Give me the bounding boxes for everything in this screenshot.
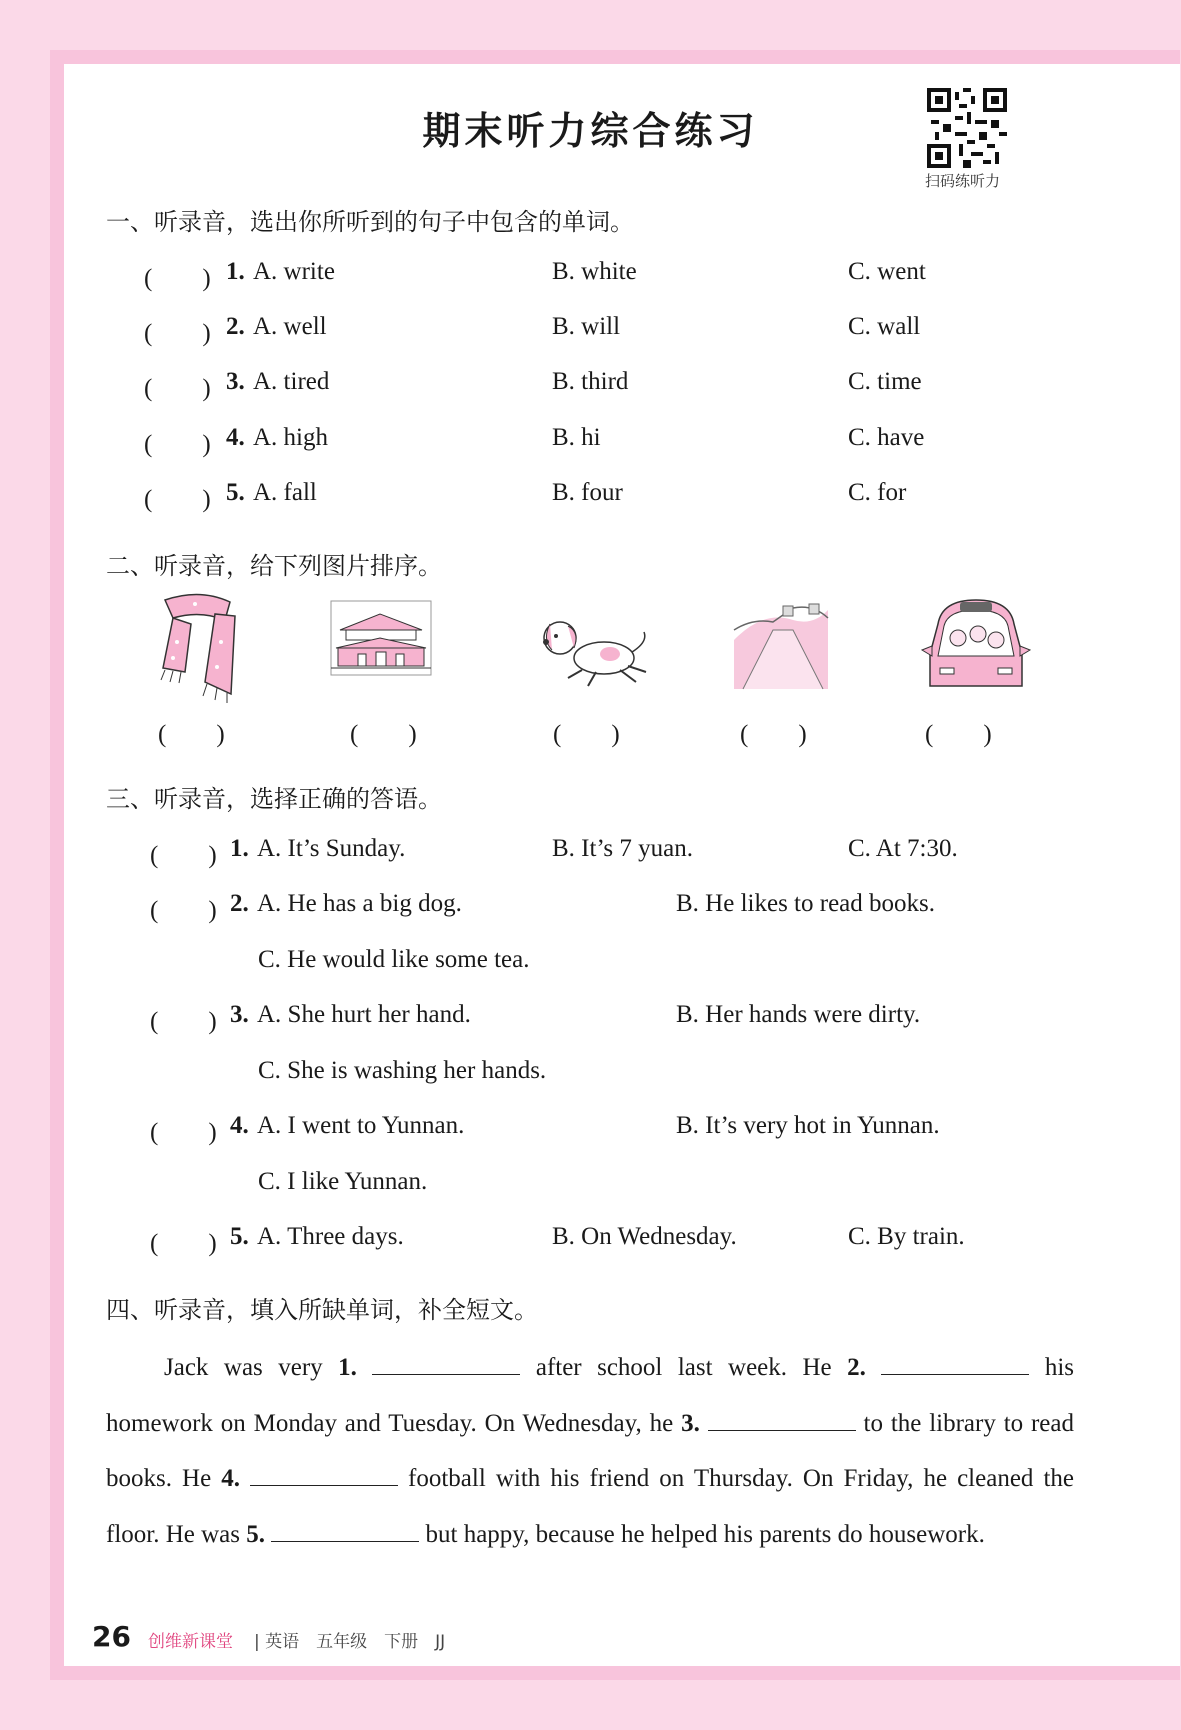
section3-heading: 三、听录音，选择正确的答语。 [106,785,442,813]
option-a: A. He has a big dog. [257,890,462,917]
answer-blank[interactable]: ( ) [150,842,217,869]
item-number: 5. [226,479,245,506]
passage-text: football with his friend on Thursday. On Friday, he cleaned the floor. He was [106,1465,1074,1548]
section4-heading: 四、听录音，填入所缺单词，补全短文。 [106,1296,538,1324]
blank-number: 1. [338,1354,357,1381]
fill-blank[interactable] [372,1352,520,1375]
item-number: 3. [230,1001,249,1028]
option-a: A. write [253,258,335,285]
qr-caption: 扫码练听力 [925,172,1001,190]
item-number: 4. [226,424,245,451]
option-a: A. well [253,313,327,340]
answer-blank[interactable]: ( ) [150,1119,217,1146]
option-a: A. fall [253,479,317,506]
option-b: B. It’s very hot in Yunnan. [676,1112,940,1139]
order-blank[interactable]: ( ) [925,721,992,748]
passage-text: to the library to read books. He [106,1409,1075,1492]
blank-number: 3. [681,1409,700,1437]
item-number: 2. [226,313,245,340]
section1-heading: 一、听录音，选出你所听到的句子中包含的单词。 [106,208,634,236]
answer-blank[interactable]: ( ) [144,486,211,513]
book-info: | 英语 五年级 下册 JJ [254,1632,446,1652]
option-c: C. have [848,424,925,451]
fill-blank[interactable] [708,1408,856,1431]
order-blank[interactable]: ( ) [350,721,417,748]
family-car-picture [918,594,1034,690]
answer-blank[interactable]: ( ) [150,897,217,924]
option-c: C. I like Yunnan. [258,1168,428,1195]
answer-blank[interactable]: ( ) [150,1008,217,1035]
page-number: 26 [92,1620,131,1653]
order-blank[interactable]: ( ) [740,721,807,748]
qr-code-icon [927,88,1007,168]
dog-picture [532,612,652,692]
option-b: B. four [552,479,623,506]
page-title: 期末听力综合练习 [422,109,759,153]
passage-text: Jack was very [164,1354,339,1381]
brand-name: 创维新课堂 [148,1632,233,1652]
option-a: A. high [253,424,328,451]
item-number: 2. [230,890,249,917]
section2-heading: 二、听录音，给下列图片排序。 [106,552,442,580]
option-b: B. white [552,258,637,285]
option-a: A. It’s Sunday. [257,835,406,862]
option-a: A. I went to Yunnan. [257,1112,465,1139]
palace-picture [330,600,432,676]
option-b: B. It’s 7 yuan. [552,835,693,862]
answer-blank[interactable]: ( ) [144,265,211,292]
answer-blank[interactable]: ( ) [144,375,211,402]
answer-blank[interactable]: ( ) [144,320,211,347]
option-b: B. Her hands were dirty. [676,1001,921,1028]
blank-number: 5. [246,1520,265,1548]
scarf-picture [155,592,247,704]
answer-blank[interactable]: ( ) [144,431,211,458]
option-c: C. She is washing her hands. [258,1057,547,1084]
cloze-passage [106,1340,1074,1562]
item-number: 5. [230,1223,249,1250]
option-b: B. hi [552,424,601,451]
option-b: B. third [552,368,629,395]
option-c: C. He would like some tea. [258,946,530,973]
option-b: B. will [552,313,621,340]
option-c: C. went [848,258,926,285]
item-number: 1. [226,258,245,285]
blank-number: 4. [221,1465,240,1492]
option-c: C. time [848,368,922,395]
option-b: B. He likes to read books. [676,890,935,917]
item-number: 3. [226,368,245,395]
item-number: 1. [230,835,249,862]
blank-number: 2. [847,1354,866,1381]
fill-blank[interactable] [271,1519,419,1542]
option-c: C. wall [848,313,921,340]
option-c: C. for [848,479,907,506]
great-wall-picture [733,600,829,690]
option-a: A. Three days. [257,1223,404,1250]
fill-blank[interactable] [250,1463,398,1486]
order-blank[interactable]: ( ) [553,721,620,748]
passage-text: but happy, because he helped his parents do housework. [419,1520,985,1548]
option-c: C. By train. [848,1223,965,1250]
fill-blank[interactable] [881,1352,1029,1375]
passage-text: after school last week. He [520,1354,848,1381]
option-a: A. tired [253,368,330,395]
option-b: B. On Wednesday. [552,1223,737,1250]
passage-text: his homework on Monday and Tuesday. On Wednesday, he [106,1354,1075,1437]
option-a: A. She hurt her hand. [257,1001,471,1028]
answer-blank[interactable]: ( ) [150,1230,217,1257]
option-c: C. At 7:30. [848,835,958,862]
order-blank[interactable]: ( ) [158,721,225,748]
item-number: 4. [230,1112,249,1139]
